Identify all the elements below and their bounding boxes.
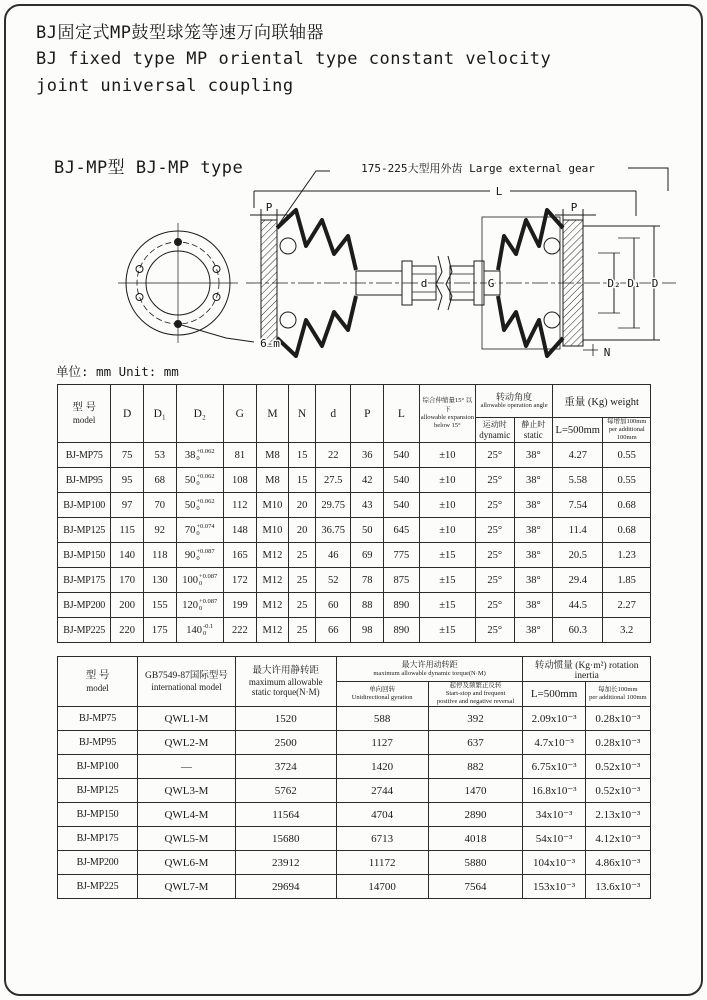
cell: 2500 [235, 731, 336, 755]
cell: BJ-MP200 [58, 851, 138, 875]
col2-add-zh: 每加长100mm [598, 686, 638, 694]
right-boot-bottom [498, 296, 563, 356]
cell: 25° [476, 468, 515, 493]
cell: 0.28x10⁻³ [585, 731, 650, 755]
cell: ±10 [419, 518, 475, 543]
table-row [58, 803, 651, 827]
cell: 29694 [235, 875, 336, 899]
cell: M10 [256, 493, 289, 518]
cell: 540 [384, 493, 420, 518]
cell: 22 [315, 443, 351, 468]
col2-startstop-zh: 起停及频繁正反转 [449, 682, 502, 689]
cell: 890 [384, 618, 420, 643]
torque-table-body [58, 707, 651, 899]
cell: BJ-MP100 [58, 755, 138, 779]
col-d: d [315, 385, 351, 443]
cell: ±10 [419, 443, 475, 468]
cell: 29.75 [315, 493, 351, 518]
bearing [280, 238, 296, 254]
dim-label-D2: D₂ [607, 277, 621, 290]
table-row [58, 443, 651, 468]
holes-label: 6-m [260, 337, 280, 350]
col-dynamic [476, 418, 515, 443]
flange-front-view [118, 223, 254, 343]
col-dynamic-zh: 运动时 [482, 420, 507, 430]
cell: 15 [289, 468, 316, 493]
col2-startstop-en2: positive and negative reversal [436, 698, 515, 706]
col-D1: D₁ [143, 385, 176, 443]
col-G: G [224, 385, 257, 443]
page-title [36, 20, 551, 99]
cell: 38° [514, 468, 553, 493]
col-L: L [384, 385, 420, 443]
cell: M12 [256, 618, 289, 643]
cell: 6.75x10⁻³ [523, 755, 585, 779]
cell: 25° [476, 593, 515, 618]
cell: 38 +0.062 0 [176, 443, 223, 468]
cell: 222 [224, 618, 257, 643]
cell: 50 +0.062 0 [176, 468, 223, 493]
cell: 44.5 [553, 593, 603, 618]
bolt-hole [213, 266, 220, 273]
col2-add [585, 682, 650, 707]
cell: M8 [256, 468, 289, 493]
col-wadd [603, 418, 651, 443]
cell: 0.28x10⁻³ [585, 707, 650, 731]
col2-inertia-group: 转动惯量 (Kg·m²) rotation inertia [523, 657, 651, 682]
bolt-hole [136, 294, 143, 301]
cell: 70 [143, 493, 176, 518]
cell: 38° [514, 443, 553, 468]
col2-add-en: per additional 100mm [589, 694, 647, 702]
table-row [58, 755, 651, 779]
dim-label-P-right: P [570, 201, 578, 214]
cell: 588 [336, 707, 428, 731]
cell: ±15 [419, 568, 475, 593]
unit-label: 单位: mm Unit: mm [56, 364, 179, 379]
col2-model [58, 657, 138, 707]
cell: BJ-MP75 [58, 707, 138, 731]
cell: QWL6-M [138, 851, 236, 875]
table-row [58, 707, 651, 731]
cell: ±10 [419, 468, 475, 493]
col-P: P [351, 385, 384, 443]
cell: 70 +0.074 0 [176, 518, 223, 543]
col2-intl-zh: GB7549-87国际型号 [145, 670, 228, 681]
col-wadd-en: per additional 100mm [608, 426, 645, 442]
cell: 645 [384, 518, 420, 543]
cell: M12 [256, 568, 289, 593]
cell: 0.68 [603, 493, 651, 518]
cell: 34x10⁻³ [523, 803, 585, 827]
col2-uni-en: Unidirectional gyration [351, 694, 413, 702]
col-N: N [289, 385, 316, 443]
cell: 50 +0.062 0 [176, 493, 223, 518]
cell: 200 [111, 593, 144, 618]
title-en-line1: BJ fixed type MP oriental type constant velocity [36, 49, 552, 70]
cell: 38° [514, 518, 553, 543]
cell: 38° [514, 618, 553, 643]
col-w500: L=500mm [553, 418, 603, 443]
table-row [58, 493, 651, 518]
cell: BJ-MP225 [58, 618, 111, 643]
torque-table [57, 656, 651, 899]
cell: 90 +0.087 0 [176, 543, 223, 568]
cell: 104x10⁻³ [523, 851, 585, 875]
col-D: D [111, 385, 144, 443]
cell: 637 [428, 731, 523, 755]
cell: 25 [289, 593, 316, 618]
cell: 75 [111, 443, 144, 468]
col-expansion-en2: below 15° [434, 421, 461, 429]
col-D2: D₂ [176, 385, 223, 443]
cell: BJ-MP175 [58, 827, 138, 851]
cell: QWL7-M [138, 875, 236, 899]
cell: 199 [224, 593, 257, 618]
dim-label-P-left: P [265, 201, 273, 214]
cell: 7.54 [553, 493, 603, 518]
col2-intl [138, 657, 236, 707]
dimensions-table [57, 384, 651, 643]
col-M: M [256, 385, 289, 443]
cell: 2.27 [603, 593, 651, 618]
dim-label-N: N [603, 346, 611, 359]
cell: 5.58 [553, 468, 603, 493]
table-row [58, 593, 651, 618]
col-weight-group: 重量 (Kg) weight [553, 385, 651, 418]
cell: 36 [351, 443, 384, 468]
cell: ±15 [419, 543, 475, 568]
cell: 4018 [428, 827, 523, 851]
cell: 1520 [235, 707, 336, 731]
gear-annotation: 175-225大型用外齿 Large external gear [361, 162, 595, 175]
cell: 1127 [336, 731, 428, 755]
cell: BJ-MP125 [58, 518, 111, 543]
col2-static-en1: maximum allowable [248, 677, 323, 688]
cell: 16.8x10⁻³ [523, 779, 585, 803]
title-en-line2: joint universal coupling [36, 75, 294, 96]
col-static [514, 418, 553, 443]
table-row [58, 851, 651, 875]
cell: BJ-MP225 [58, 875, 138, 899]
cell: — [138, 755, 236, 779]
annotation-leader-left [279, 171, 330, 224]
cell: 13.6x10⁻³ [585, 875, 650, 899]
cell: 0.52x10⁻³ [585, 755, 650, 779]
title-zh: BJ固定式MP鼓型球笼等速万向联轴器 [36, 23, 324, 43]
cell: 890 [384, 593, 420, 618]
cell: 4.12x10⁻³ [585, 827, 650, 851]
cell: 38° [514, 593, 553, 618]
col2-dynamic-en: maximum allowable dynamic torque(N·M) [373, 669, 486, 677]
holes-leader [178, 324, 254, 342]
dimensions-table-body [58, 443, 651, 643]
cell: 25° [476, 493, 515, 518]
col-wadd-zh: 每增加100mm [607, 418, 647, 425]
table-row [58, 779, 651, 803]
cell: 46 [315, 543, 351, 568]
bearing [280, 312, 296, 328]
cell: 0.55 [603, 468, 651, 493]
cell: 60 [315, 593, 351, 618]
cell: 0.55 [603, 443, 651, 468]
cell: 25° [476, 568, 515, 593]
cell: 115 [111, 518, 144, 543]
col-angle-en: allowable operation angle [480, 402, 548, 410]
cell: 4.27 [553, 443, 603, 468]
cell: 20 [289, 493, 316, 518]
annotation-leader-right [628, 168, 668, 191]
cell: 23912 [235, 851, 336, 875]
cell: 11172 [336, 851, 428, 875]
table-row [58, 568, 651, 593]
cell: 81 [224, 443, 257, 468]
cell: QWL1-M [138, 707, 236, 731]
cell: 140 -0.1 0 [176, 618, 223, 643]
cell: BJ-MP95 [58, 468, 111, 493]
cell: 42 [351, 468, 384, 493]
cell: 3724 [235, 755, 336, 779]
col2-static [235, 657, 336, 707]
right-boot-top [498, 210, 563, 270]
cell: 20 [289, 518, 316, 543]
cell: 4704 [336, 803, 428, 827]
dim-label-d: d [420, 277, 428, 290]
cell: ±15 [419, 618, 475, 643]
cell: 5762 [235, 779, 336, 803]
cell: 165 [224, 543, 257, 568]
dim-label-G: G [487, 277, 495, 290]
cell: BJ-MP125 [58, 779, 138, 803]
cell: 2744 [336, 779, 428, 803]
cell: 78 [351, 568, 384, 593]
col2-dynamic-group [336, 657, 523, 682]
left-flange [261, 220, 277, 346]
cell: QWL5-M [138, 827, 236, 851]
cell: 27.5 [315, 468, 351, 493]
cell: 38° [514, 568, 553, 593]
col-expansion-en1: allowable expansion [420, 413, 474, 421]
cell: 60.3 [553, 618, 603, 643]
cell: 170 [111, 568, 144, 593]
col2-static-en2: static torque(N·M) [251, 687, 320, 698]
cell: 0.68 [603, 518, 651, 543]
cell: BJ-MP95 [58, 731, 138, 755]
cell: BJ-MP150 [58, 803, 138, 827]
cell: 0.52x10⁻³ [585, 779, 650, 803]
table-row [58, 543, 651, 568]
cell: 775 [384, 543, 420, 568]
cell: BJ-MP75 [58, 443, 111, 468]
table-row [58, 827, 651, 851]
bearing [544, 312, 560, 328]
cell: 25° [476, 443, 515, 468]
cell: 5880 [428, 851, 523, 875]
col-angle-zh: 转动角度 [496, 391, 533, 402]
cell: M12 [256, 593, 289, 618]
cell: 112 [224, 493, 257, 518]
cell: 130 [143, 568, 176, 593]
cell: 11.4 [553, 518, 603, 543]
table-row [58, 875, 651, 899]
cell: 98 [351, 618, 384, 643]
cell: 14700 [336, 875, 428, 899]
cell: 54x10⁻³ [523, 827, 585, 851]
cell: 2.13x10⁻³ [585, 803, 650, 827]
table-row [58, 518, 651, 543]
cell: 25 [289, 543, 316, 568]
cell: 68 [143, 468, 176, 493]
cell: BJ-MP175 [58, 568, 111, 593]
col2-l500: L=500mm [523, 682, 585, 707]
cell: 69 [351, 543, 384, 568]
dim-label-D: D [651, 277, 659, 290]
cell: 120 +0.087 0 [176, 593, 223, 618]
cell: 25° [476, 543, 515, 568]
cell: BJ-MP100 [58, 493, 111, 518]
cell: 175 [143, 618, 176, 643]
cell: 540 [384, 468, 420, 493]
cell: QWL2-M [138, 731, 236, 755]
cell: 11564 [235, 803, 336, 827]
cell: 25° [476, 618, 515, 643]
cell: 66 [315, 618, 351, 643]
cell: 153x10⁻³ [523, 875, 585, 899]
col-model-en: model [72, 414, 96, 425]
cell: 36.75 [315, 518, 351, 543]
cell: 1470 [428, 779, 523, 803]
cell: 25° [476, 518, 515, 543]
bolt-hole [136, 266, 143, 273]
bolt-hole [175, 239, 182, 246]
col2-model-zh: 型 号 [85, 670, 110, 682]
cell: 2890 [428, 803, 523, 827]
cell: BJ-MP200 [58, 593, 111, 618]
right-flange [563, 220, 583, 346]
col-model [58, 385, 111, 443]
cell: 15 [289, 443, 316, 468]
cell: ±10 [419, 493, 475, 518]
cell: 38° [514, 493, 553, 518]
col-expansion-zh: 综合伸缩量15° 以下 [422, 397, 473, 413]
table-row [58, 731, 651, 755]
cell: 38° [514, 543, 553, 568]
col2-startstop [428, 682, 523, 707]
cell: 4.86x10⁻³ [585, 851, 650, 875]
col-angle-group [476, 385, 553, 418]
col2-dynamic-zh: 最大许用动转距 [401, 659, 458, 669]
cell: 88 [351, 593, 384, 618]
cell: M12 [256, 543, 289, 568]
col-static-zh: 静止时 [521, 420, 546, 430]
bearing [544, 238, 560, 254]
cell: M10 [256, 518, 289, 543]
dim-label-L: L [495, 185, 503, 198]
cell: 2.09x10⁻³ [523, 707, 585, 731]
cell: BJ-MP150 [58, 543, 111, 568]
cell: 882 [428, 755, 523, 779]
cell: 53 [143, 443, 176, 468]
cell: 43 [351, 493, 384, 518]
cell: 92 [143, 518, 176, 543]
cell: 4.7x10⁻³ [523, 731, 585, 755]
table-row [58, 618, 651, 643]
cell: 6713 [336, 827, 428, 851]
cell: 3.2 [603, 618, 651, 643]
col2-intl-en: international model [151, 682, 222, 693]
cell: 118 [143, 543, 176, 568]
cell: 25 [289, 618, 316, 643]
cell: 50 [351, 518, 384, 543]
col-model-zh: 型 号 [72, 402, 96, 414]
cell: M8 [256, 443, 289, 468]
cell: ±15 [419, 593, 475, 618]
cell: 155 [143, 593, 176, 618]
col2-startstop-en1: Start-stop and frequent [445, 690, 506, 698]
col-static-en: static [523, 430, 543, 441]
cell: 875 [384, 568, 420, 593]
cell: 52 [315, 568, 351, 593]
cell: 29.4 [553, 568, 603, 593]
dim-label-D1: D₁ [627, 277, 641, 290]
col2-model-en: model [86, 682, 109, 693]
cell: 108 [224, 468, 257, 493]
cell: 148 [224, 518, 257, 543]
model-type-label: BJ-MP型 BJ-MP type [54, 158, 244, 178]
cell: 392 [428, 707, 523, 731]
cell: 1420 [336, 755, 428, 779]
col2-uni [336, 682, 428, 707]
cell: 97 [111, 493, 144, 518]
table-row [58, 468, 651, 493]
cell: 7564 [428, 875, 523, 899]
cell: QWL4-M [138, 803, 236, 827]
col2-uni-zh: 单向回转 [369, 686, 396, 694]
col-dynamic-en: dynamic [479, 430, 511, 441]
cell: 540 [384, 443, 420, 468]
cell: 100 +0.087 0 [176, 568, 223, 593]
left-boot-bottom [277, 296, 356, 356]
cell: 220 [111, 618, 144, 643]
cell: 1.85 [603, 568, 651, 593]
technical-drawing [58, 158, 698, 365]
col2-static-zh: 最大许用静转距 [252, 665, 320, 676]
cell: 95 [111, 468, 144, 493]
cell: QWL3-M [138, 779, 236, 803]
cell: 172 [224, 568, 257, 593]
cell: 140 [111, 543, 144, 568]
cell: 25 [289, 568, 316, 593]
col-expansion [419, 385, 475, 443]
left-boot-top [277, 210, 356, 270]
cell: 20.5 [553, 543, 603, 568]
cell: 15680 [235, 827, 336, 851]
cell: 1.23 [603, 543, 651, 568]
